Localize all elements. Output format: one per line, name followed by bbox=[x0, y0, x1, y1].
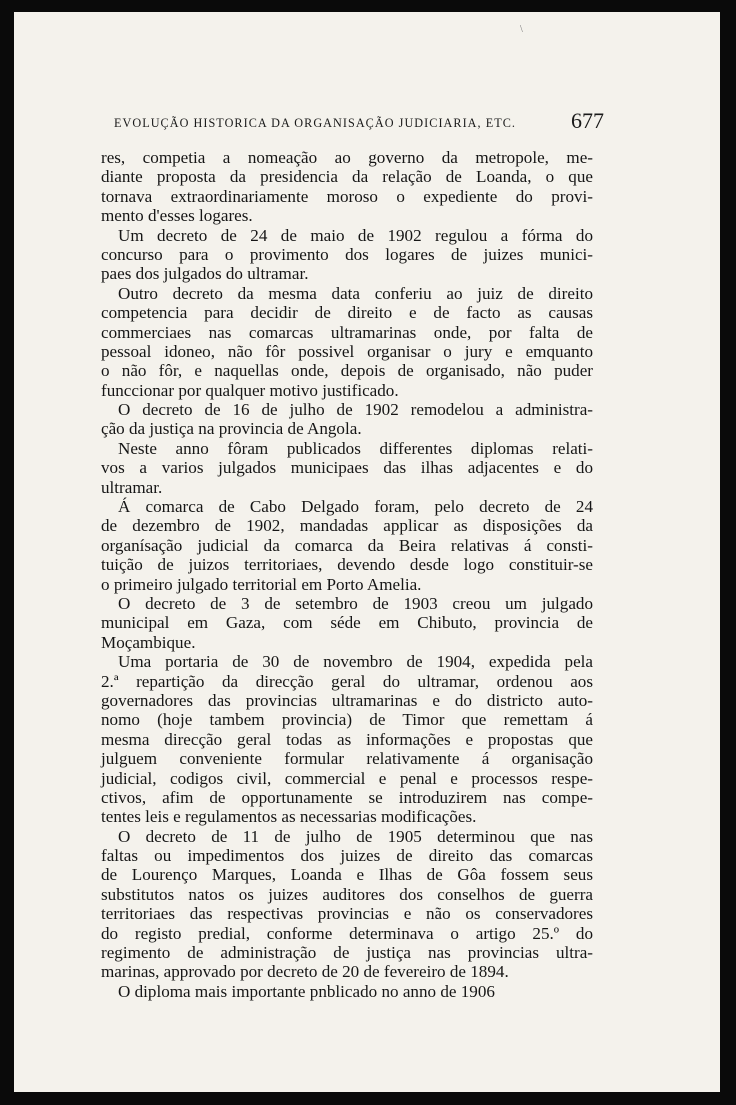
text-line: 2.ª repartição da direcção geral do ultramar, ordenou aos bbox=[101, 671, 593, 691]
text-line: Á comarca de Cabo Delgado foram, pelo decreto de 24 bbox=[118, 497, 593, 517]
text-line: Outro decreto da mesma data conferiu ao juiz de direito bbox=[118, 283, 593, 303]
paragraph bbox=[101, 284, 593, 400]
text-line: res, competia a nomeação ao governo da metropole, me- bbox=[101, 148, 593, 167]
text-line: o não fôr, e naquellas onde, depois de organisado, não puder bbox=[101, 361, 593, 381]
text-line: O decreto de 11 de julho de 1905 determinou que nas bbox=[118, 826, 593, 846]
text-line: marinas, approvado por decreto de 20 de fevereiro de 1894. bbox=[101, 962, 509, 982]
text-line: municipal em Gaza, com séde em Chibuto, provincia de bbox=[101, 613, 593, 633]
paragraph bbox=[101, 439, 593, 497]
text-line: competencia para decidir de direito e de facto as causas bbox=[101, 303, 593, 323]
text-line: julguem conveniente formular relativamente á organisação bbox=[101, 749, 593, 769]
text-line: faltas ou impedimentos dos juizes de direito das comarcas bbox=[101, 846, 593, 866]
running-head bbox=[114, 102, 604, 142]
paragraph bbox=[101, 226, 593, 284]
paragraph bbox=[101, 982, 593, 1001]
text-line: commerciaes nas comarcas ultramarinas onde, por falta de bbox=[101, 322, 593, 342]
text-line: ctivos, afim de opportunamente se introduzirem nas compe- bbox=[101, 787, 593, 807]
text-line: o primeiro julgado territorial em Porto Amelia. bbox=[101, 574, 422, 594]
text-line: tentes leis e regulamentos as necessarias modificações. bbox=[101, 807, 477, 827]
text-line: tornava extraordinariamente moroso o expediente do provi- bbox=[101, 186, 593, 206]
text-line: de Lourenço Marques, Loanda e Ilhas de Gôa fossem seus bbox=[101, 865, 593, 885]
text-line: funccionar por qualquer motivo justificado. bbox=[101, 380, 399, 400]
text-line: O diploma mais importante pnblicado no anno de 1906 bbox=[118, 981, 495, 1001]
text-line: ção da justiça na provincia de Angola. bbox=[101, 419, 362, 439]
text-line: O decreto de 3 de setembro de 1903 creou um julgado bbox=[118, 593, 593, 613]
text-line: nomo (hoje tambem provincia) de Timor que remettam á bbox=[101, 710, 593, 730]
text-line: pessoal idoneo, não fôr possivel organisar o jury e emquanto bbox=[101, 341, 593, 361]
text-line: vos a varios julgados municipaes das ilhas adjacentes e do bbox=[101, 458, 593, 478]
text-line: concurso para o provimento dos logares de juizes munici- bbox=[101, 244, 593, 264]
paragraph bbox=[101, 652, 593, 827]
text-line: do registo predial, conforme determinava o artigo 25.º do bbox=[101, 923, 593, 943]
text-line: diante proposta da presidencia da relação de Loanda, o que bbox=[101, 167, 593, 187]
text-line: Um decreto de 24 de maio de 1902 regulou a fórma do bbox=[118, 225, 593, 245]
text-line: tuição de juizos territoriaes, devendo desde logo constituir-se bbox=[101, 555, 593, 575]
text-line: regimento de administração de justiça nas provincias ultra- bbox=[101, 943, 593, 963]
text-line: judicial, codigos civil, commercial e penal e processos respe- bbox=[101, 768, 593, 788]
text-line: de dezembro de 1902, mandadas applicar as disposições da bbox=[101, 516, 593, 536]
stray-mark: \ bbox=[520, 24, 523, 35]
text-line: mento d'esses logares. bbox=[101, 206, 253, 226]
paragraph bbox=[101, 594, 593, 652]
text-line: Uma portaria de 30 de novembro de 1904, expedida pela bbox=[118, 652, 593, 672]
text-line: Moçambique. bbox=[101, 632, 196, 652]
text-line: paes dos julgados do ultramar. bbox=[101, 264, 309, 284]
page-number: 677 bbox=[571, 108, 604, 133]
paragraph bbox=[101, 497, 593, 594]
text-line: mesma direcção geral todas as informações e propostas que bbox=[101, 729, 593, 749]
text-line: organísação judicial da comarca da Beira relativas á consti- bbox=[101, 535, 593, 555]
running-title: EVOLUÇÃO HISTORICA DA ORGANISAÇÃO JUDICIARIA, ETC. bbox=[114, 116, 516, 130]
paragraph bbox=[101, 827, 593, 982]
text-line: ultramar. bbox=[101, 477, 163, 497]
body-text bbox=[101, 148, 593, 1001]
text-line: Neste anno fôram publicados differentes diplomas relati- bbox=[118, 438, 593, 458]
text-line: territoriaes das respectivas provincias e não os conservadores bbox=[101, 904, 593, 924]
text-line: O decreto de 16 de julho de 1902 remodelou a administra- bbox=[118, 400, 593, 420]
book-page bbox=[14, 12, 720, 1092]
text-line: substitutos natos os juizes auditores dos conselhos de guerra bbox=[101, 884, 593, 904]
text-line: governadores das provincias ultramarinas e do districto auto- bbox=[101, 690, 593, 710]
paragraph bbox=[101, 148, 593, 226]
paragraph bbox=[101, 400, 593, 439]
